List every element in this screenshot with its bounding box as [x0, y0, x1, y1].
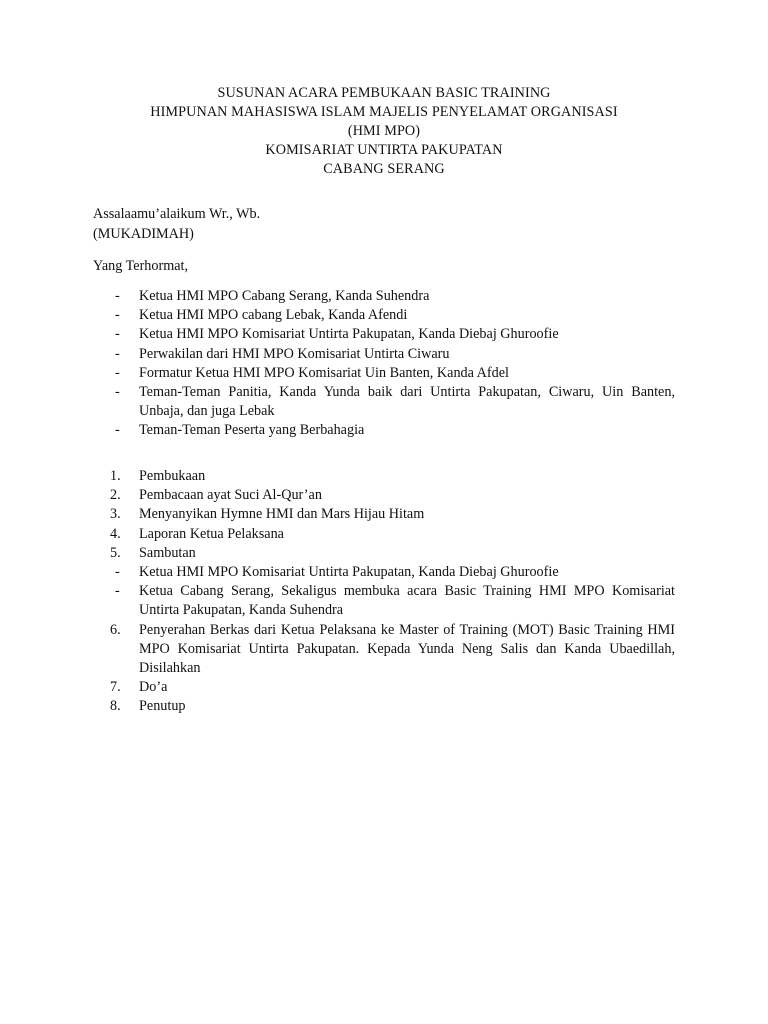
agenda-item-text: Sambutan [139, 544, 196, 561]
agenda-item-text: Pembukaan [139, 468, 206, 484]
title-line: SUSUNAN ACARA PEMBUKAAN BASIC TRAINING [217, 85, 551, 101]
agenda-sub-item [93, 582, 675, 620]
agenda-item-text: Do’a [139, 679, 168, 696]
list-item-text: Teman-Teman Panitia, Kanda Yunda baik dari Untirta Pakupatan, Ciwaru, Uin Banten, Unbaja, dan juga Lebak [139, 384, 675, 420]
agenda-marker: 7. [110, 679, 121, 696]
agenda-item-text: Pembacaan ayat Suci Al-Qur’an [139, 487, 322, 504]
agenda-item-text: Laporan Ketua Pelaksana [139, 525, 284, 542]
list-item [93, 306, 675, 325]
list-marker: - [115, 288, 120, 304]
agenda-item-text: Ketua HMI MPO Komisariat Untirta Pakupatan, Kanda Diebaj Ghuroofie [139, 564, 559, 581]
agenda-marker: 1. [110, 468, 121, 484]
agenda-item [93, 621, 675, 679]
list-item [93, 383, 675, 421]
agenda-marker: 4. [110, 525, 121, 542]
agenda-item [93, 544, 675, 563]
respect-text: Yang Terhormat, [93, 258, 189, 274]
title-line: HIMPUNAN MAHASISWA ISLAM MAJELIS PENYELAMAT ORGANISASI [150, 104, 618, 120]
greeting-block [93, 204, 260, 244]
agenda-list [93, 467, 675, 717]
list-marker: - [115, 307, 120, 324]
agenda-marker: 8. [110, 698, 121, 715]
title-line: CABANG SERANG [323, 161, 445, 177]
list-item [93, 287, 675, 306]
mukadimah-text: (MUKADIMAH) [93, 226, 194, 242]
list-marker: - [115, 345, 120, 362]
list-marker: - [115, 384, 120, 401]
list-item [93, 364, 675, 383]
agenda-marker: 6. [110, 621, 121, 638]
salam-text: Assalaamu’alaikum Wr., Wb. [93, 206, 261, 222]
agenda-item [93, 467, 675, 486]
agenda-item-text: Penutup [139, 698, 186, 715]
list-item-text: Ketua HMI MPO cabang Lebak, Kanda Afendi [139, 307, 408, 324]
list-item [93, 325, 675, 344]
honored-guests-list [93, 287, 675, 441]
list-item [93, 345, 675, 364]
list-item-text: Teman-Teman Peserta yang Berbahagia [139, 422, 365, 439]
agenda-marker: 5. [110, 544, 121, 561]
agenda-marker: - [115, 564, 120, 581]
agenda-item [93, 486, 675, 505]
list-item-text: Ketua HMI MPO Cabang Serang, Kanda Suhendra [139, 288, 430, 304]
list-item-text: Formatur Ketua HMI MPO Komisariat Uin Banten, Kanda Afdel [139, 364, 509, 381]
list-item-text: Ketua HMI MPO Komisariat Untirta Pakupatan, Kanda Diebaj Ghuroofie [139, 326, 559, 343]
agenda-item [93, 678, 675, 697]
agenda-item-text: Menyanyikan Hymne HMI dan Mars Hijau Hitam [139, 506, 425, 523]
agenda-item [93, 697, 675, 716]
agenda-item-text: Penyerahan Berkas dari Ketua Pelaksana ke Master of Training (MOT) Basic Training HMI MPO Komisariat Untirta Pakupatan. Kepada Yunda Neng Salis dan Kanda Ubaedillah, Disilahkan [139, 621, 675, 677]
agenda-item [93, 505, 675, 524]
document-title [0, 84, 768, 179]
list-item [93, 421, 675, 440]
agenda-marker: 2. [110, 487, 121, 504]
agenda-item-text: Ketua Cabang Serang, Sekaligus membuka acara Basic Training HMI MPO Komisariat Untirta Pakupatan, Kanda Suhendra [139, 583, 675, 619]
list-marker: - [115, 364, 120, 381]
list-marker: - [115, 326, 120, 343]
list-item-text: Perwakilan dari HMI MPO Komisariat Untirta Ciwaru [139, 345, 450, 362]
agenda-marker: 3. [110, 506, 121, 523]
title-line: KOMISARIAT UNTIRTA PAKUPATAN [265, 142, 503, 158]
title-line: (HMI MPO) [347, 123, 421, 139]
agenda-item [93, 525, 675, 544]
agenda-sub-item [93, 563, 675, 582]
agenda-marker: - [115, 583, 120, 600]
list-marker: - [115, 422, 120, 439]
